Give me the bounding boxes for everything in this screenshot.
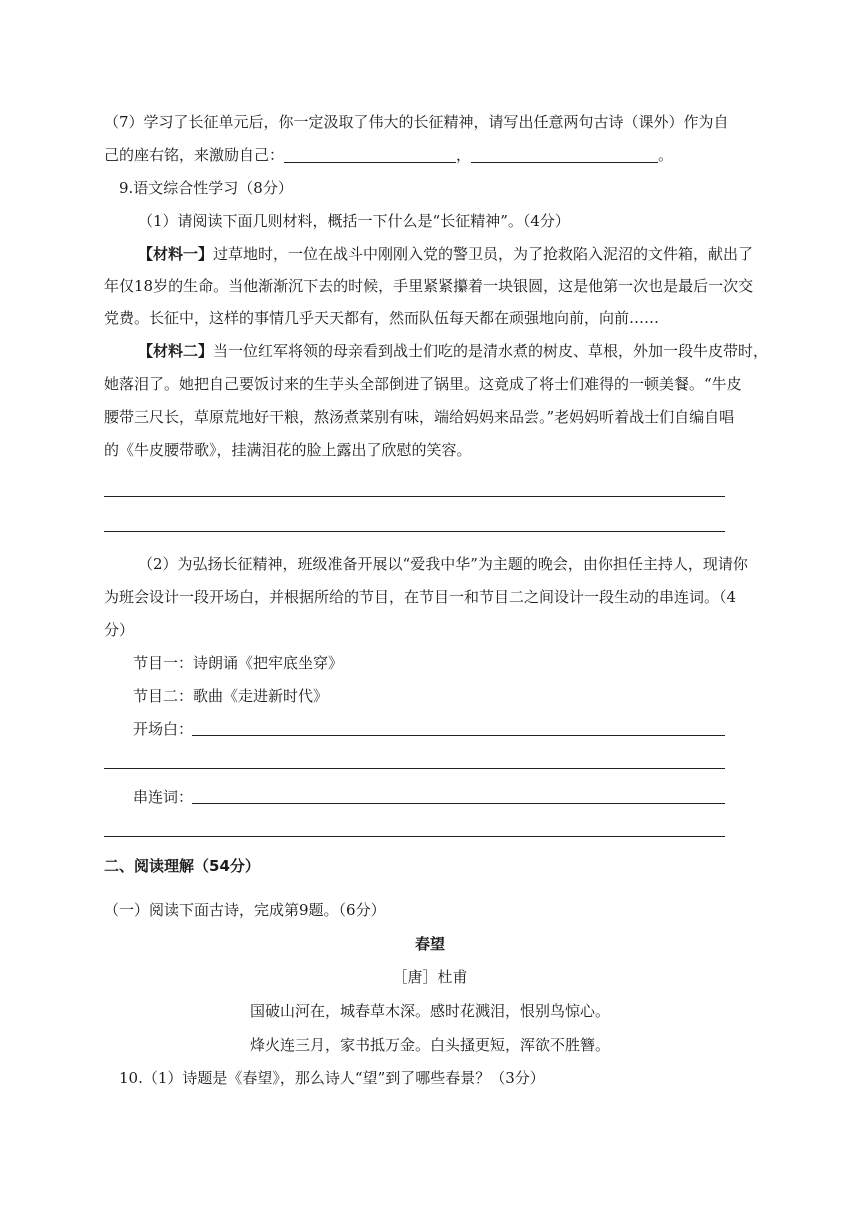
- section-2-title: 二、阅读理解（54分）: [104, 857, 260, 875]
- poem-author: ［唐］杜甫: [392, 968, 468, 986]
- answer-blank-2[interactable]: [471, 148, 658, 163]
- q7-line-2: [104, 144, 673, 165]
- answer-rule-1[interactable]: [104, 496, 725, 497]
- answer-rule-2[interactable]: [104, 531, 725, 532]
- program-1: 节目一：诗朗诵《把牢底坐穿》: [133, 654, 344, 672]
- material2-line-1-text: 当一位红军将领的母亲看到战士们吃的是清水煮的树皮、草根，外加一段牛皮带时，: [213, 342, 769, 360]
- material2-line-3: 腰带三尺长，草原荒地好干粮，熬汤煮菜别有味，端给妈妈来品尝。”老妈妈听着战士们自编自唱: [104, 408, 735, 426]
- material2-line-4: 的《牛皮腰带歌》，挂满泪花的脸上露出了欣慰的笑容。: [104, 441, 472, 459]
- material2-line-1: [138, 340, 769, 361]
- poem-line-2: 烽火连三月，家书抵万金。白头搔更短，浑欲不胜簪。: [249, 1036, 610, 1054]
- q7-line-2-prefix: 己的座右铭，来激励自己：: [104, 146, 285, 164]
- material1-tag: 【材料一】: [138, 245, 214, 263]
- link-label: 串连词：: [133, 788, 194, 806]
- opening-field[interactable]: [192, 735, 725, 736]
- q7-comma: ，: [456, 146, 472, 164]
- program-2: 节目二：歌曲《走进新时代》: [133, 687, 329, 705]
- material1-line-1: [138, 243, 754, 264]
- q7-line-1: （7）学习了长征单元后，你一定汲取了伟大的长征精神，请写出任意两句古诗（课外）作为自: [104, 113, 729, 131]
- link-field-continued[interactable]: [104, 836, 725, 837]
- q9-part2-line-2: 为班会设计一段开场白，并根据所给的节目，在节目一和节目二之间设计一段生动的串连词。（4: [104, 588, 737, 606]
- q9-part2-line-1: （2）为弘扬长征精神，班级准备开展以“爱我中华”为主题的晚会，由你担任主持人，现请你: [138, 555, 748, 573]
- material1-line-2: 年仅18岁的生命。当他渐渐沉下去的时候，手里紧紧攥着一块银圆，这是他第一次也是最后一次交: [104, 277, 754, 295]
- link-field[interactable]: [192, 803, 725, 804]
- material2-line-2: 她落泪了。她把自己要饭讨来的生芋头全部倒进了锅里。这竟成了将士们难得的一顿美餐。“牛皮: [104, 375, 742, 393]
- q9-title: 9.语文综合性学习（8分）: [119, 179, 293, 197]
- opening-label: 开场白：: [133, 720, 194, 738]
- q10-line-1: 10.（1）诗题是《春望》，那么诗人“望”到了哪些春景？（3分）: [119, 1069, 545, 1087]
- answer-blank-1[interactable]: [284, 148, 456, 163]
- q9-part1: （1）请阅读下面几则材料，概括一下什么是“长征精神”。（4分）: [138, 212, 570, 230]
- material1-line-3: 党费。长征中，这样的事情几乎天天都有，然而队伍每天都在顽强地向前，向前……: [104, 309, 660, 327]
- material1-line-1-text: 过草地时，一位在战斗中刚刚入党的警卫员，为了抢救陷入泥沼的文件箱，献出了: [213, 245, 754, 263]
- q9-part2-line-3: 分）: [104, 621, 135, 639]
- material2-tag: 【材料二】: [138, 342, 214, 360]
- poem-line-1: 国破山河在，城春草木深。感时花溅泪，恨别鸟惊心。: [249, 1002, 610, 1020]
- opening-field-continued[interactable]: [104, 768, 725, 769]
- q7-period: 。: [658, 146, 674, 164]
- section-2-sub1: （一）阅读下面古诗，完成第9题。（6分）: [104, 901, 386, 919]
- poem-title: 春望: [414, 935, 445, 953]
